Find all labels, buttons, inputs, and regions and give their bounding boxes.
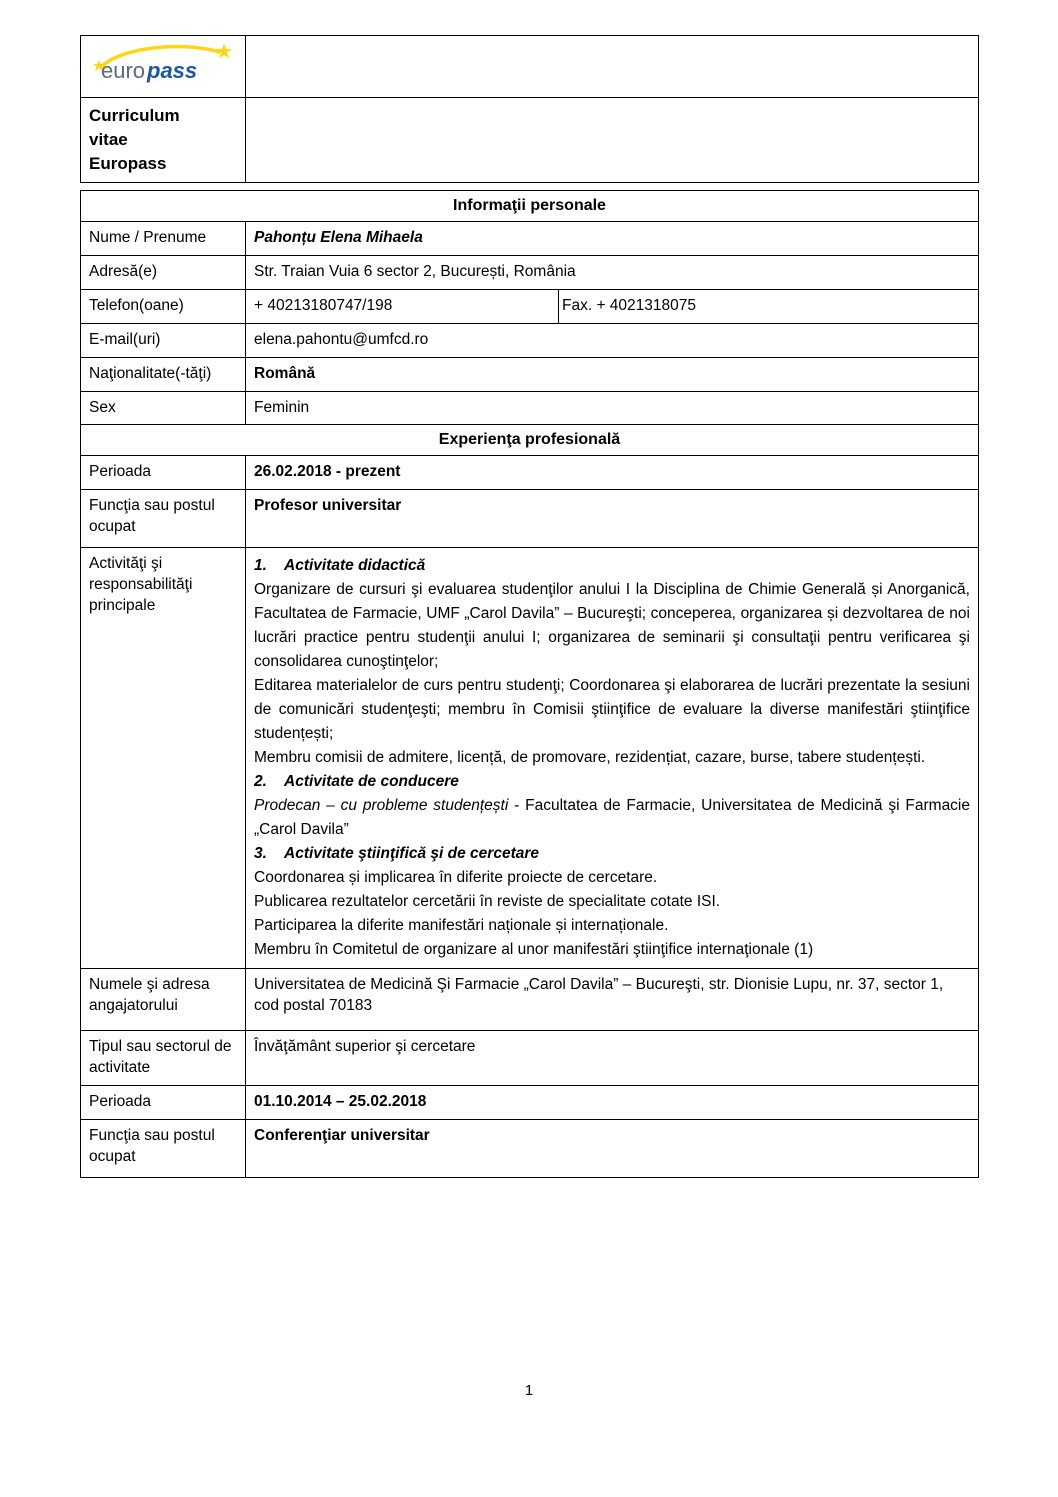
label-angajator: Numele şi adresa angajatorului [81,969,246,1031]
activity-paragraph: Membru comisii de admitere, licență, de promovare, rezidențiat, cazare, burse, tabere studențești. [254,749,926,767]
europass-logo-cell [81,36,246,98]
label-sex: Sex [81,391,246,425]
title-row [81,97,979,182]
logo-text-euro: euro [101,58,146,83]
activity-paragraph [254,794,970,842]
logo-row [81,36,979,98]
value-nume-prenume: Pahonțu Elena Mihaela [246,221,979,255]
activity-heading-1-text: Activitate didactică [284,556,426,574]
label-email: E-mail(uri) [81,323,246,357]
value-sector: Învăţământ superior şi cercetare [246,1031,979,1086]
value-sex: Feminin [246,391,979,425]
label-telefon: Telefon(oane) [81,289,246,323]
activity-heading-3-number: 3. [254,845,267,863]
value-functia-1: Profesor universitar [246,489,979,547]
value-perioada-2: 01.10.2014 – 25.02.2018 [246,1086,979,1120]
page-title: Curriculum vitae Europass [89,105,180,174]
cv-title-cell [81,97,246,182]
row-activities [81,547,979,968]
row-address [81,255,979,289]
activity-paragraph: Editarea materialelor de curs pentru studenţi; Coordonarea şi elaborarea de lucrări prezentate la sesiuni de comunicări studenţeşti; membru în Comisii ştiinţifice de evaluare la diverse manifestări ştiinţifice studențești; [254,677,970,743]
value-perioada-1: 26.02.2018 - prezent [246,456,979,490]
activity-heading-3-text: Activitate ştiinţifică şi de cercetare [284,845,540,863]
activity-paragraph: Participarea la diferite manifestări naționale și internaționale. [254,917,669,935]
row-employer [81,969,979,1031]
table-gap [80,183,978,190]
value-adresa: Str. Traian Vuia 6 sector 2, București, România [246,255,979,289]
row-position-1 [81,489,979,547]
value-telefon: + 40213180747/198 [246,289,559,323]
row-nationality [81,357,979,391]
cv-header-table [80,35,979,183]
label-functia-1: Funcţia sau postul ocupat [81,489,246,547]
activity-paragraph: Membru în Comitetul de organizare al unor manifestări ştiinţifice internaţionale (1) [254,941,814,959]
empty-cell [246,36,979,98]
activity-heading-2 [254,770,970,794]
prodecan-rest-text: - Facultatea de Farmacie, Universitatea de Medicină şi Farmacie „Carol Davila” [254,797,970,839]
row-email [81,323,979,357]
empty-cell [246,97,979,182]
activity-paragraph: Publicarea rezultatelor cercetării în reviste de specialitate cotate ISI. [254,893,721,911]
value-nationalitate: Română [246,357,979,391]
value-angajator: Universitatea de Medicină Şi Farmacie „Carol Davila” – Bucureşti, str. Dionisie Lupu, nr. 37, sector 1, cod postal 70183 [246,969,979,1031]
activity-heading-3 [254,842,970,866]
label-sector: Tipul sau sectorul de activitate [81,1031,246,1086]
row-sex [81,391,979,425]
activity-heading-1-number: 1. [254,556,267,574]
page-number: 1 [524,1382,534,1399]
label-perioada-1: Perioada [81,456,246,490]
prodecan-italic-text: Prodecan – cu probleme studențești [254,797,509,815]
logo-text-pass: pass [147,58,198,83]
row-name [81,221,979,255]
activity-heading-2-number: 2. [254,773,267,791]
label-adresa: Adresă(e) [81,255,246,289]
section-header-experience: Experienţa profesională [81,425,979,456]
activity-paragraph: Coordonarea și implicarea în diferite proiecte de cercetare. [254,869,658,887]
row-period-1 [81,456,979,490]
europass-logo [87,40,237,86]
label-functia-2: Funcţia sau postul ocupat [81,1119,246,1177]
section-row-experience [81,425,979,456]
cv-main-table [80,190,979,1178]
value-email: elena.pahontu@umfcd.ro [246,323,979,357]
row-position-2 [81,1119,979,1177]
label-perioada-2: Perioada [81,1086,246,1120]
activity-heading-2-text: Activitate de conducere [284,773,459,791]
label-nationalitate: Naţionalitate(-tăţi) [81,357,246,391]
activity-paragraph: Organizare de cursuri şi evaluarea studenţilor anului I la Disciplina de Chimie Generală și Anorganică, Facultatea de Farmacie, UMF „Carol Davila” – Bucureşti; conceperea, organizarea și dezvoltarea de noi lucrări practice pentru studenţii anului I; organizarea de seminarii şi consultaţii pentru verificarea şi consolidarea cunoştinţelor; [254,580,970,670]
cv-document [80,35,978,1178]
label-nume-prenume: Nume / Prenume [81,221,246,255]
row-period-2 [81,1086,979,1120]
activity-heading-1 [254,554,970,578]
value-fax: Fax. + 4021318075 [559,289,979,323]
value-activitati [246,547,979,968]
section-row-personal [81,191,979,222]
section-header-personal-info: Informaţii personale [81,191,979,222]
value-functia-2: Conferenţiar universitar [246,1119,979,1177]
row-sector [81,1031,979,1086]
label-activitati: Activităţi şi responsabilităţi principale [81,547,246,968]
row-phone [81,289,979,323]
